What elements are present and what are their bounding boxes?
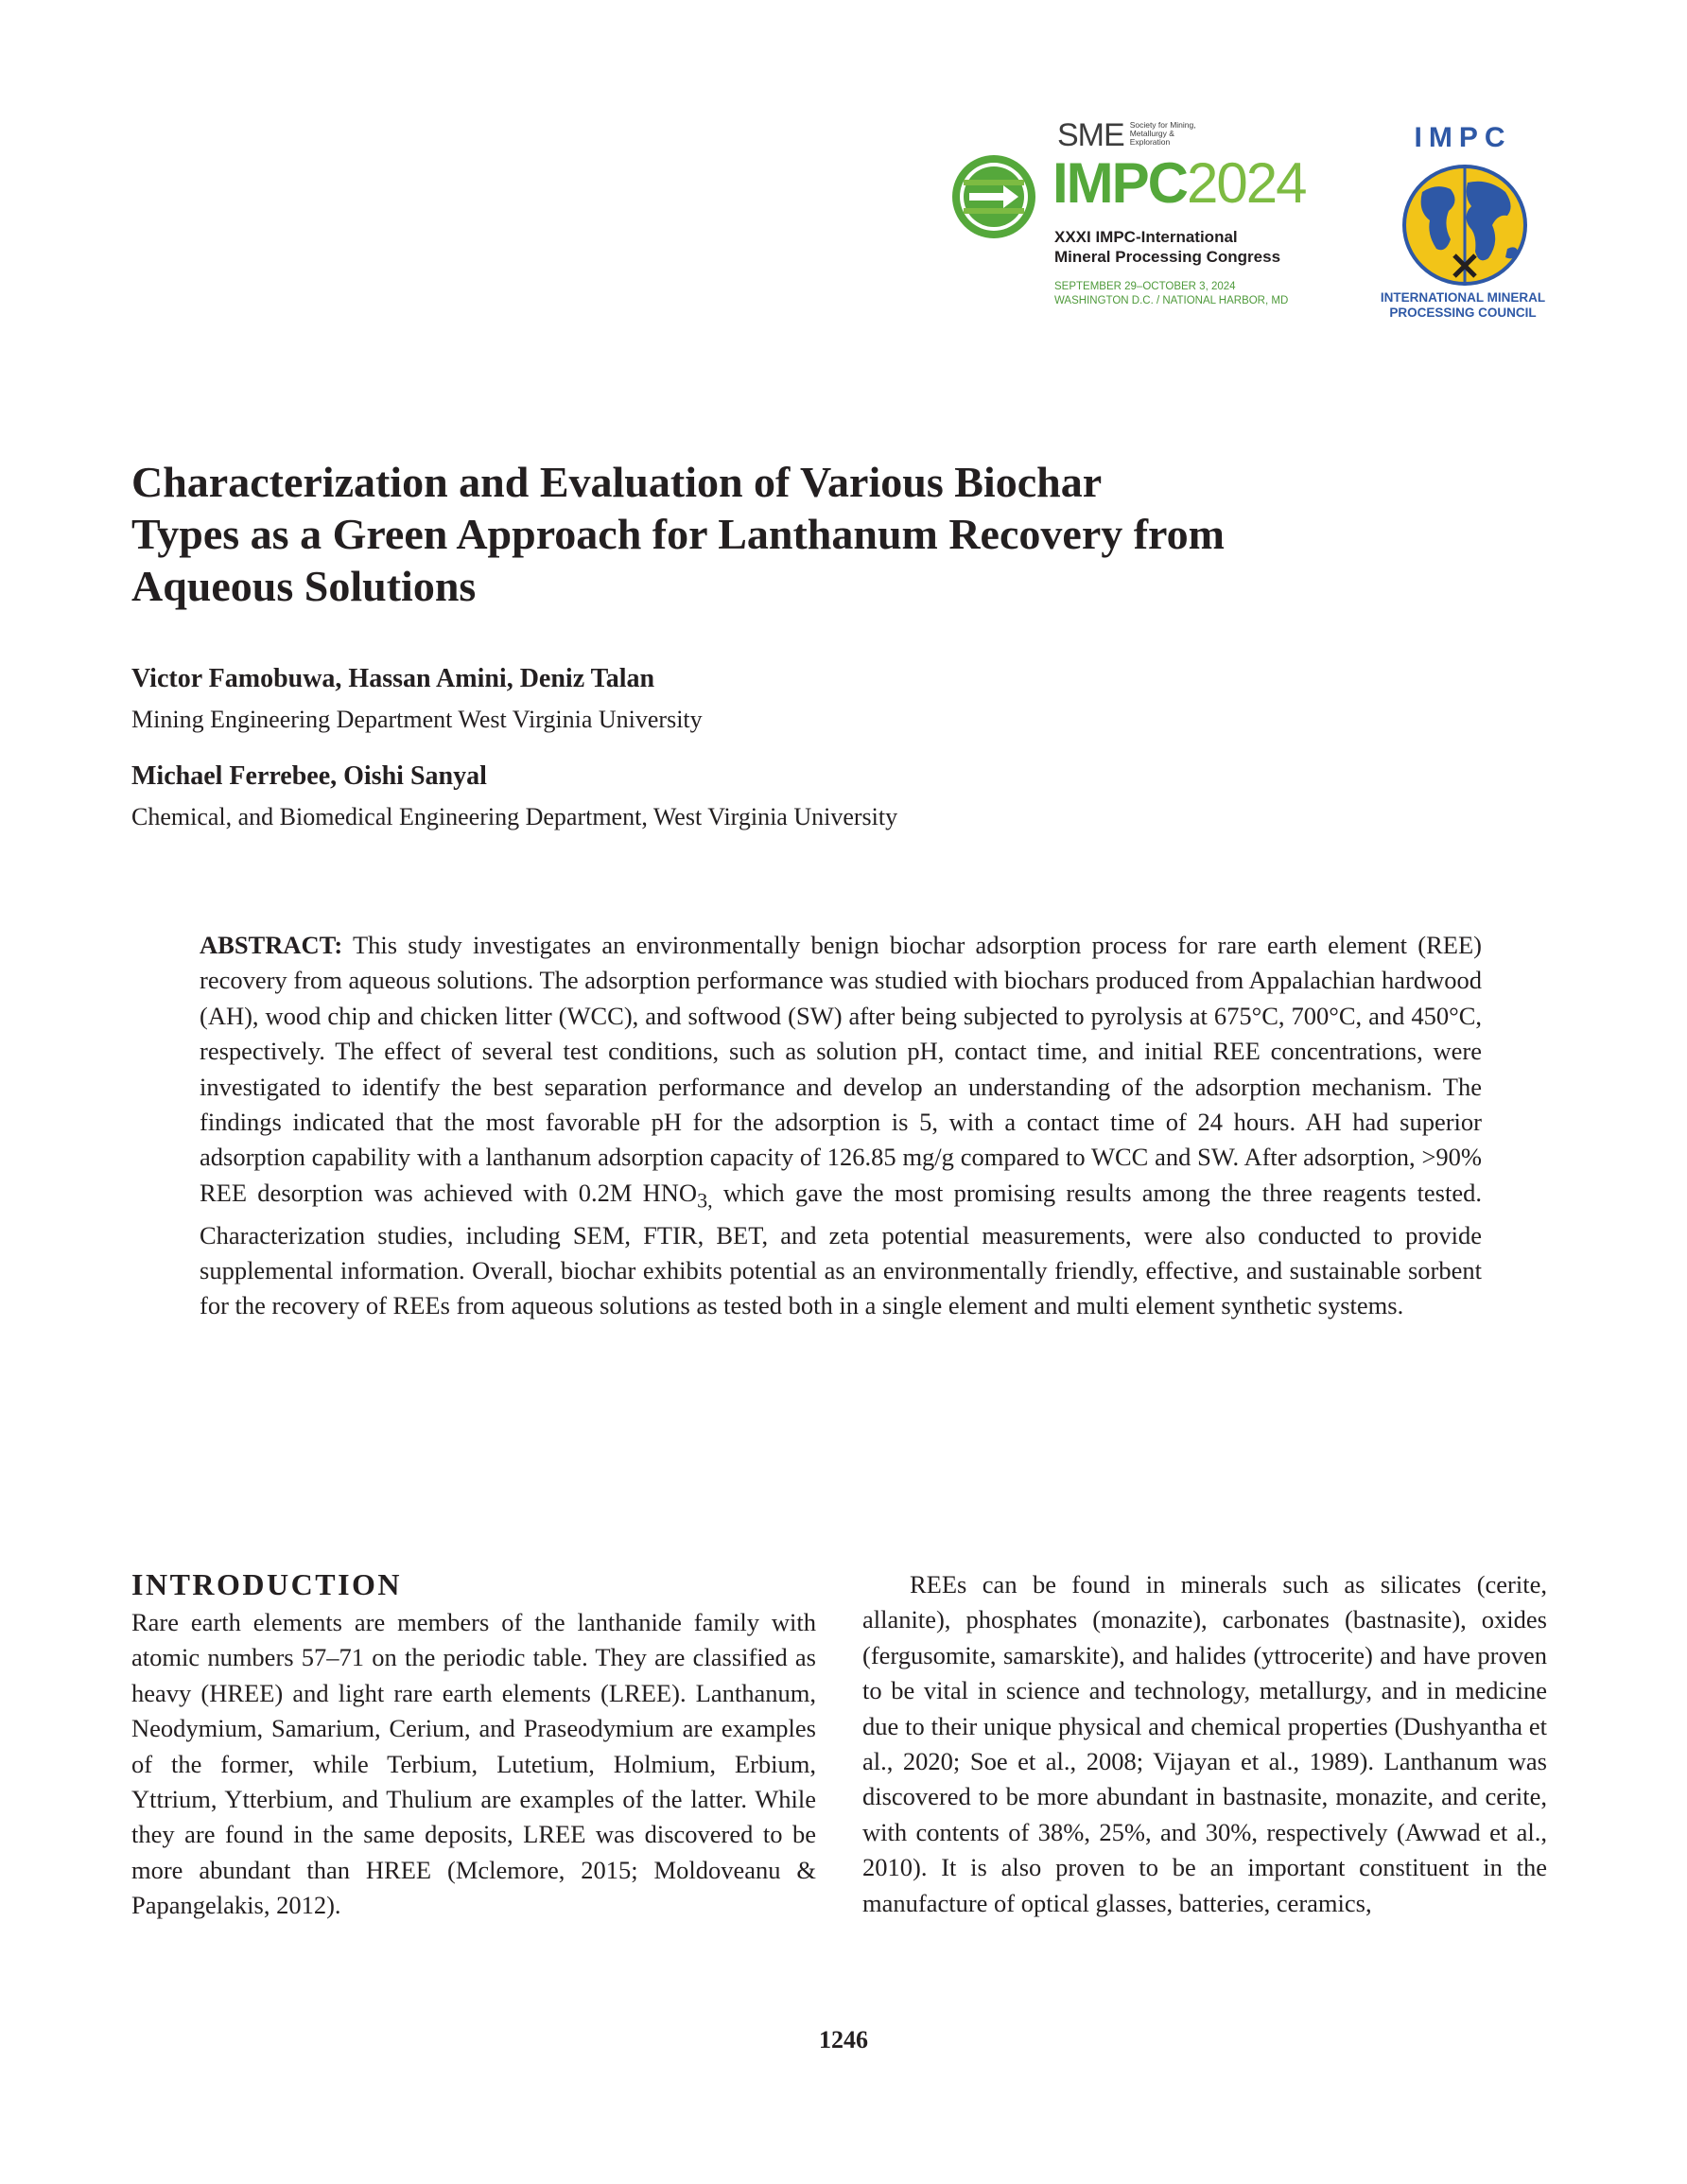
author-affiliation: Mining Engineering Department West Virginia University [131,706,703,733]
abstract-text-part1: This study investigates an environmentally benign biochar adsorption process for rare earth element (REE) recovery from aqueous solutions. The adsorption performance was studied with biochars produced from Appalachian hardwood (AH), wood chip and chicken litter (WCC), and softwood (SW) after being subjected to pyrolysis at 675°C, 700°C, and 450°C, respectively. The effect of several test conditions, such as solution pH, contact time, and initial REE concentrations, were investigated to identify the best separation performance and develop an understanding of the adsorption mechanism. The findings indicated that the most favorable pH for the adsorption is 5, with a contact time of 24 hours. AH had superior adsorption capability with a lanthanum adsorption capacity of 126.85 mg/g compared to WCC and SW. After adsorption, >90% REE desorption was achieved with 0.2M HNO [200,931,1482,1207]
congress-name-line2: Mineral Processing Congress [1054,248,1281,266]
impc-2024-wordmark [1052,153,1305,214]
congress-location: WASHINGTON D.C. / NATIONAL HARBOR, MD [1054,295,1289,306]
globe-icon [1394,159,1536,291]
sme-logo [1057,119,1215,151]
author-affiliation: Chemical, and Biomedical Engineering Department, West Virginia University [131,803,898,830]
author-names: Michael Ferrebee, Oishi Sanyal [131,761,487,791]
council-name-line1: INTERNATIONAL MINERAL [1380,290,1546,305]
abstract-subscript: 3, [697,1188,713,1213]
impc-wordmark-year: 2024 [1187,151,1306,215]
introduction-paragraph-right: REEs can be found in minerals such as silicates (cerite, allanite), phosphates (monazite), carbonates (bastnasite), oxides (fergusomite, samarskite), and halides (yttrocerite) and have proven to be vital in science and technology, metallurgy, and in medicine due to their unique physical and chemical properties (Dushyantha et al., 2020; Soe et al., 2008; Vijayan et al., 1989). Lanthanum was discovered to be more abundant in bastnasite, monazite, and cerite, with contents of 38%, 25%, and 30%, respectively (Awwad et al., 2010). It is also proven to be an important constituent in the manufacture of optical glasses, batteries, ceramics, [862,1570,1547,1917]
congress-dates [1054,280,1288,308]
page-number: 1246 [819,2026,868,2053]
paper-title-line2: Types as a Green Approach for Lanthanum Recovery from [131,510,1225,558]
author-names: Victor Famobuwa, Hassan Amini, Deniz Talan [131,664,655,693]
council-name [1364,290,1562,321]
congress-date-range: SEPTEMBER 29–OCTOBER 3, 2024 [1054,281,1236,292]
congress-name [1054,227,1280,267]
impc-arrows-icon [950,153,1037,240]
paper-title [131,456,1361,612]
abstract [200,928,1482,1324]
abstract-label: ABSTRACT: [200,931,343,959]
congress-name-line1: XXXI IMPC-International [1054,228,1238,246]
paper-title-line1: Characterization and Evaluation of Various Biochar [131,458,1103,506]
council-logo-title: IMPC [1414,122,1512,153]
introduction-heading: INTRODUCTION [131,1567,403,1601]
paper-title-line3: Aqueous Solutions [131,562,477,610]
impc-council-logo [1364,123,1562,331]
introduction-paragraph-left: Rare earth elements are members of the lanthanide family with atomic numbers 57–71 on the periodic table. They are classified as heavy (HREE) and light rare earth elements (LREE). Lanthanum, Neodymium, Samarium, Cerium, and Praseodymium are examples of the former, while Terbium, Lutetium, Holmium, Erbium, Yttrium, Ytterbium, and Thulium are examples of the latter. While they are found in the same deposits, LREE was discovered to be more abundant than HREE (Mclemore, 2015; Moldoveanu & Papangelakis, 2012). [131,1608,816,1920]
council-name-line2: PROCESSING COUNCIL [1389,306,1537,320]
abstract-text-part2: which gave the most promising results among the three reagents tested. Characterization studies, including SEM, FTIR, BET, and zeta potential measurements, were also conducted to provide supplemental information. Overall, biochar exhibits potential as an environmentally friendly, effective, and sustainable sorbent for the recovery of REEs from aqueous solutions as tested both in a single element and multi element synthetic systems. [200,1178,1482,1320]
sme-acronym: SME [1057,117,1124,153]
sme-full-name: Society for Mining, Metallurgy & Exploration [1129,120,1196,147]
impc-wordmark-name: IMPC [1052,151,1187,215]
impc-2024-logo [950,110,1329,327]
